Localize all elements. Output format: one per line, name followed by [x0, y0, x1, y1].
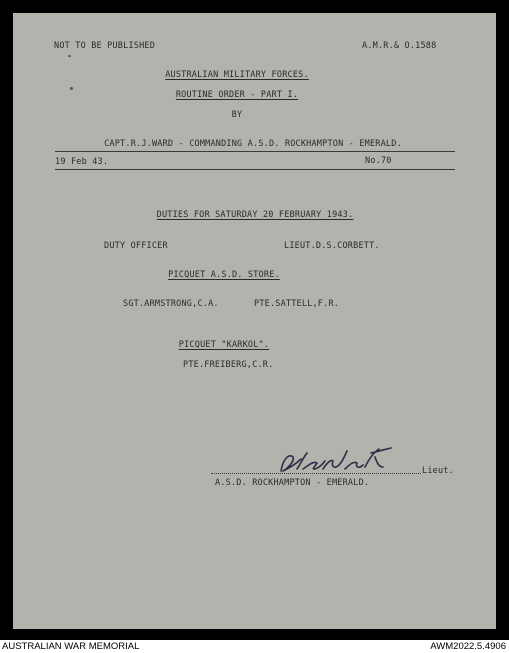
paper-speck	[70, 87, 73, 90]
header-restriction: NOT TO BE PUBLISHED	[54, 41, 156, 51]
title-by: BY	[231, 110, 243, 120]
header-reference: A.M.R.& O.1588	[362, 41, 437, 51]
picquet-karkol-member: PTE.FREIBERG,C.R.	[183, 360, 274, 370]
signature-unit: A.S.D. ROCKHAMPTON - EMERALD.	[215, 478, 370, 488]
picquet-store-heading: PICQUET A.S.D. STORE.	[168, 270, 280, 280]
duty-officer-label: DUTY OFFICER	[104, 241, 168, 251]
picquet-store-member: PTE.SATTELL,F.R.	[254, 299, 340, 309]
paper-speck	[68, 55, 71, 57]
signature-rank: Lieut.	[422, 466, 454, 476]
title-order: ROUTINE ORDER - PART I.	[175, 90, 299, 100]
duty-officer-name: LIEUT.D.S.CORBETT.	[284, 241, 380, 251]
rule-upper	[55, 151, 455, 152]
signature-dotted-line	[211, 473, 421, 474]
document-sheet	[13, 13, 496, 629]
duties-heading: DUTIES FOR SATURDAY 20 FEBRUARY 1943.	[156, 210, 354, 220]
footer-bar	[0, 640, 509, 653]
order-date: 19 Feb 43.	[55, 157, 109, 167]
footer-accession: AWM2022.5.4906	[430, 641, 506, 652]
title-organisation: AUSTRALIAN MILITARY FORCES.	[165, 70, 309, 80]
picquet-store-member: SGT.ARMSTRONG,C.A.	[123, 299, 219, 309]
commander-line: CAPT.R.J.WARD - COMMANDING A.S.D. ROCKHAMPTON - EMERALD.	[104, 139, 402, 149]
footer-institution: AUSTRALIAN WAR MEMORIAL	[2, 641, 140, 652]
order-number: No.70	[365, 156, 392, 166]
rule-lower	[55, 169, 455, 170]
picquet-karkol-heading: PICQUET "KARKOL".	[178, 340, 270, 350]
